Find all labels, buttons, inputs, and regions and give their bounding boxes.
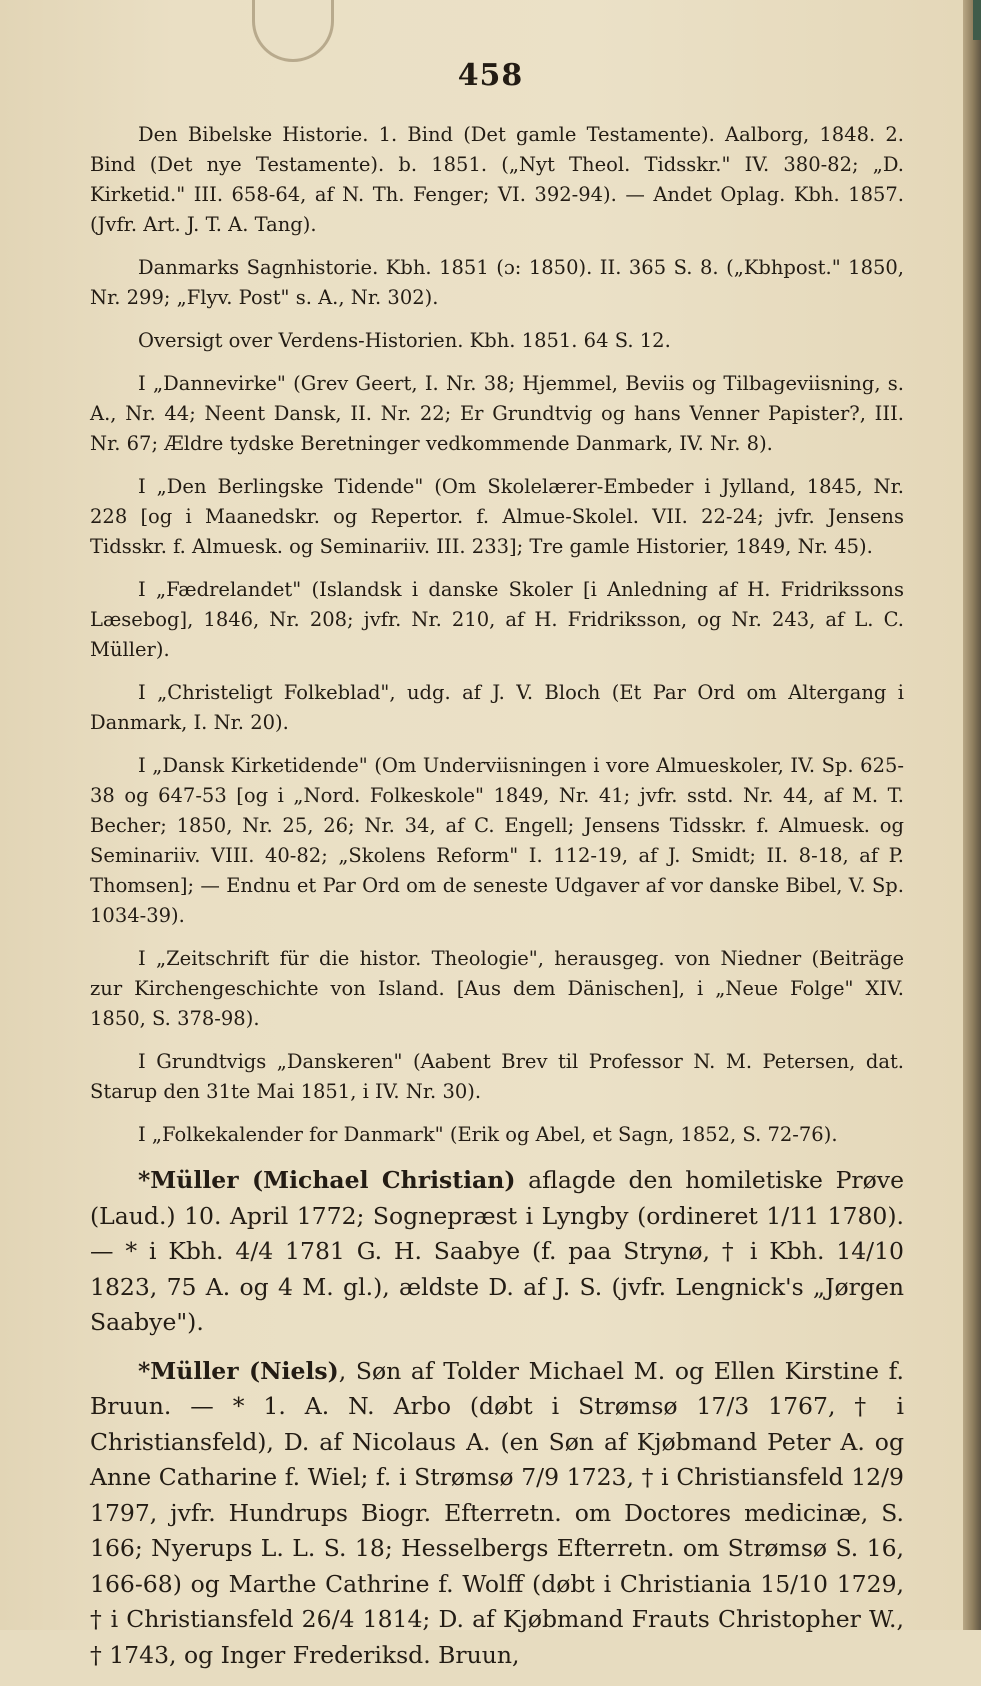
entry-body: , Søn af Tolder Michael M. og Ellen Kirstine f. Bruun. — * 1. A. N. Arbo (døbt i Strømsø 17/3 1767, † i Christiansfeld), D. af Nicolaus A. (en Søn af Kjøbmand Peter A. og Anne Catharine f. Wiel; f. i Strømsø 7/9 1723, † i Christiansfeld 12/9 1797, jvfr. Hundrups Biogr. Efterretn. om Doctores medicinæ, S. 166; Nyerups L. L. S. 18; Hesselbergs Efterretn. om Strømsø S. 16, 166-68) og Marthe Cathrine f. Wolff (døbt i Christiania 15/10 1729, † i Christiansfeld 26/4 1814; D. af Kjøbmand Frauts Christopher W., † 1743, og Inger Frederiksd. Bruun, <box>90 1356 904 1669</box>
bibliography-entry: Oversigt over Verdens-Historien. Kbh. 1851. 64 S. 12. <box>138 329 671 352</box>
bibliography-entry: I „Zeitschrift für die histor. Theologie", herausgeg. von Niedner (Beiträge zur Kirchengeschichte von Island. [Aus dem Dänischen], i „Neue Folge" XIV. 1850, S. 378-98). <box>90 947 904 1030</box>
bibliography-entry: I „Christeligt Folkeblad", udg. af J. V. Bloch (Et Par Ord om Altergang i Danmark, I. Nr. 20). <box>90 681 904 734</box>
page-number: 458 <box>457 58 524 93</box>
bibliography-entry: I „Dannevirke" (Grev Geert, I. Nr. 38; Hjemmel, Beviis og Tilbageviisning, s. A., Nr. 44; Neent Dansk, II. Nr. 22; Er Grundtvig og hans Venner Papister?, III. Nr. 67; Ældre tydske Beretninger vedkommende Danmark, IV. Nr. 8). <box>90 372 904 455</box>
bibliography-entry: Den Bibelske Historie. 1. Bind (Det gamle Testamente). Aalborg, 1848. 2. Bind (Det nye Testamente). b. 1851. („Nyt Theol. Tidsskr." IV. 380-82; „D. Kirketid." III. 658-64, af N. Th. Fenger; VI. 392-94). — Andet Oplag. Kbh. 1857. (Jvfr. Art. J. T. A. Tang). <box>90 123 904 236</box>
bibliography-entry: I Grundtvigs „Danskeren" (Aabent Brev til Professor N. M. Petersen, dat. Starup den 31te Mai 1851, i IV. Nr. 30). <box>90 1050 904 1103</box>
bibliography-entry: Danmarks Sagnhistorie. Kbh. 1851 (ɔ: 1850). II. 365 S. 8. („Kbhpost." 1850, Nr. 299; „Flyv. Post" s. A., Nr. 302). <box>90 256 904 309</box>
spine-ribbon <box>973 0 981 40</box>
entry-headword: *Müller (Michael Christian) <box>138 1166 516 1194</box>
page-text <box>90 120 904 1686</box>
book-spine-edge <box>963 0 981 1630</box>
biography-entry <box>90 1354 904 1674</box>
punched-hole <box>252 0 334 62</box>
bibliography-entry: I „Folkekalender for Danmark" (Erik og Abel, et Sagn, 1852, S. 72-76). <box>138 1123 838 1146</box>
bibliography-entry: I „Fædrelandet" (Islandsk i danske Skoler [i Anledning af H. Fridrikssons Læsebog], 1846, Nr. 208; jvfr. Nr. 210, af H. Fridriksson, og Nr. 243, af L. C. Müller). <box>90 578 904 661</box>
entry-body: aflagde den homiletiske Prøve (Laud.) 10. April 1772; Sognepræst i Lyngby (ordineret 1/11 1780). — * i Kbh. 4/4 1781 G. H. Saabye (f. paa Strynø, † i Kbh. 14/10 1823, 75 A. og 4 M. gl.), ældste D. af J. S. (jvfr. Lengnick's „Jørgen Saabye"). <box>90 1166 904 1336</box>
bibliography-entry: I „Den Berlingske Tidende" (Om Skolelærer-Embeder i Jylland, 1845, Nr. 228 [og i Maanedskr. og Repertor. f. Almue-Skolel. VII. 22-24; jvfr. Jensens Tidsskr. f. Almuesk. og Seminariiv. III. 233]; Tre gamle Historier, 1849, Nr. 45). <box>90 475 904 558</box>
bibliography-entry: I „Dansk Kirketidende" (Om Underviisningen i vore Almueskoler, IV. Sp. 625-38 og 647-53 [og i „Nord. Folkeskole" 1849, Nr. 41; jvfr. sstd. Nr. 44, af M. T. Becher; 1850, Nr. 25, 26; Nr. 34, af C. Engell; Jensens Tidsskr. f. Almuesk. og Seminariiv. VIII. 40-82; „Skolens Reform" I. 112-19, af J. Smidt; II. 8-18, af P. Thomsen]; — Endnu et Par Ord om de seneste Udgaver af vor danske Bibel, V. Sp. 1034-39). <box>90 754 904 927</box>
biography-entry <box>90 1163 904 1341</box>
entry-headword: *Müller (Niels) <box>138 1356 339 1385</box>
